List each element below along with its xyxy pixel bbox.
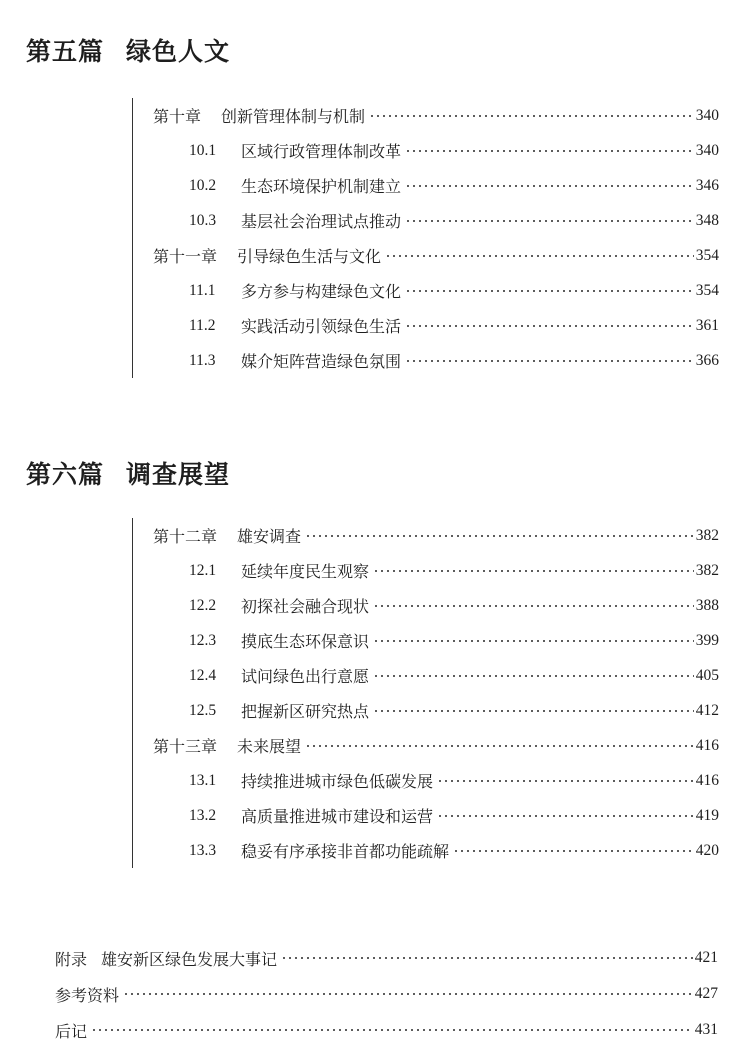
page-number: 416 <box>695 771 719 789</box>
entry-title: 未来展望 <box>237 737 302 756</box>
page-number: 366 <box>695 351 719 369</box>
toc-entry[interactable] <box>133 518 719 553</box>
part-name: 绿色人文 <box>126 37 231 66</box>
toc-entry[interactable] <box>133 168 719 203</box>
chapter-number: 第十章 <box>153 107 202 126</box>
dot-leader <box>437 779 694 783</box>
toc-entry[interactable] <box>133 133 719 168</box>
toc-entry[interactable] <box>133 273 719 308</box>
section-number: 11.3 <box>189 351 216 369</box>
entry-title: 摸底生态环保意识 <box>241 632 370 651</box>
toc-entry[interactable] <box>133 763 719 798</box>
entry-title: 持续推进城市绿色低碳发展 <box>241 772 434 791</box>
dot-leader <box>405 149 694 153</box>
section-number: 12.4 <box>189 666 217 684</box>
dot-leader <box>305 744 694 748</box>
toc-entry[interactable] <box>133 238 719 273</box>
dot-leader <box>385 254 694 258</box>
section-number: 13.2 <box>189 806 217 824</box>
entry-title: 试问绿色出行意愿 <box>241 667 370 686</box>
toc-entry-afterword[interactable] <box>55 1012 718 1048</box>
dot-leader <box>369 114 694 118</box>
entry-title: 雄安调查 <box>237 527 302 546</box>
entry-title: 初探社会融合现状 <box>241 597 370 616</box>
page-number: 427 <box>694 985 718 1002</box>
toc-entry[interactable] <box>133 588 719 623</box>
dot-leader <box>373 639 694 643</box>
dot-leader <box>305 534 694 538</box>
part-label: 第六篇 <box>26 460 105 489</box>
page-number: 419 <box>695 806 719 824</box>
entry-title: 把握新区研究热点 <box>241 702 370 721</box>
page-number: 340 <box>695 141 719 159</box>
part-5-heading <box>26 32 230 68</box>
appendix-label: 附录 <box>55 949 88 969</box>
part-name: 调查展望 <box>126 460 231 489</box>
entry-title: 参考资料 <box>55 985 120 1005</box>
entry-title: 后记 <box>55 1021 88 1041</box>
toc-entry[interactable] <box>133 98 719 133</box>
entry-title: 生态环境保护机制建立 <box>241 177 402 196</box>
chapter-number: 第十二章 <box>153 527 218 546</box>
dot-leader <box>405 184 694 188</box>
dot-leader <box>405 219 694 223</box>
entry-title: 创新管理体制与机制 <box>221 107 366 126</box>
toc-entry[interactable] <box>133 658 719 693</box>
dot-leader <box>91 1028 693 1032</box>
toc-entry[interactable] <box>133 623 719 658</box>
page-number: 354 <box>695 246 719 264</box>
page-number: 412 <box>695 701 719 719</box>
section-number: 10.1 <box>189 141 217 159</box>
page-number: 399 <box>695 631 719 649</box>
entry-title: 雄安新区绿色发展大事记 <box>101 949 278 969</box>
section-number: 12.3 <box>189 631 217 649</box>
entry-title: 多方参与构建绿色文化 <box>241 282 402 301</box>
dot-leader <box>123 992 693 996</box>
toc-entry-appendix[interactable] <box>55 940 718 976</box>
entry-title: 延续年度民生观察 <box>241 562 370 581</box>
part-6-heading <box>26 455 230 491</box>
page-number: 420 <box>695 841 719 859</box>
section-number: 10.2 <box>189 176 217 194</box>
page-number: 361 <box>695 316 719 334</box>
dot-leader <box>373 674 694 678</box>
part-label: 第五篇 <box>26 37 105 66</box>
section-number: 12.2 <box>189 596 217 614</box>
dot-leader <box>281 956 693 960</box>
section-number: 11.2 <box>189 316 216 334</box>
toc-entry[interactable] <box>133 728 719 763</box>
entry-title: 实践活动引领绿色生活 <box>241 317 402 336</box>
dot-leader <box>373 569 694 573</box>
page-number: 346 <box>695 176 719 194</box>
section-number: 12.5 <box>189 701 217 719</box>
toc-entry[interactable] <box>133 203 719 238</box>
page-number: 431 <box>694 1021 718 1038</box>
entry-title: 区域行政管理体制改革 <box>241 142 402 161</box>
dot-leader <box>405 324 694 328</box>
entry-title: 高质量推进城市建设和运营 <box>241 807 434 826</box>
toc-entry[interactable] <box>133 693 719 728</box>
page-number: 382 <box>695 561 719 579</box>
entry-title: 基层社会治理试点推动 <box>241 212 402 231</box>
section-number: 13.1 <box>189 771 217 789</box>
dot-leader <box>453 849 694 853</box>
toc-entry[interactable] <box>133 343 719 378</box>
dot-leader <box>437 814 694 818</box>
dot-leader <box>373 604 694 608</box>
toc-entry[interactable] <box>133 798 719 833</box>
dot-leader <box>373 709 694 713</box>
entry-title: 稳妥有序承接非首都功能疏解 <box>241 842 450 861</box>
toc-entry-references[interactable] <box>55 976 718 1012</box>
page-number: 354 <box>695 281 719 299</box>
section-number: 13.3 <box>189 841 217 859</box>
entry-title: 媒介矩阵营造绿色氛围 <box>241 352 402 371</box>
page-number: 382 <box>695 526 719 544</box>
chapter-number: 第十三章 <box>153 737 218 756</box>
chapter-number: 第十一章 <box>153 247 218 266</box>
page-number: 421 <box>694 949 718 966</box>
page-number: 405 <box>695 666 719 684</box>
dot-leader <box>405 289 694 293</box>
part-6-toc <box>132 518 719 868</box>
section-number: 10.3 <box>189 211 217 229</box>
toc-entry[interactable] <box>133 553 719 588</box>
page-number: 340 <box>695 106 719 124</box>
dot-leader <box>405 359 694 363</box>
toc-entry[interactable] <box>133 308 719 343</box>
page-number: 348 <box>695 211 719 229</box>
part-5-toc <box>132 98 719 378</box>
page-number: 388 <box>695 596 719 614</box>
section-number: 12.1 <box>189 561 217 579</box>
page-number: 416 <box>695 736 719 754</box>
appendix-toc <box>55 940 718 1048</box>
entry-title: 引导绿色生活与文化 <box>237 247 382 266</box>
toc-entry[interactable] <box>133 833 719 868</box>
section-number: 11.1 <box>189 281 216 299</box>
